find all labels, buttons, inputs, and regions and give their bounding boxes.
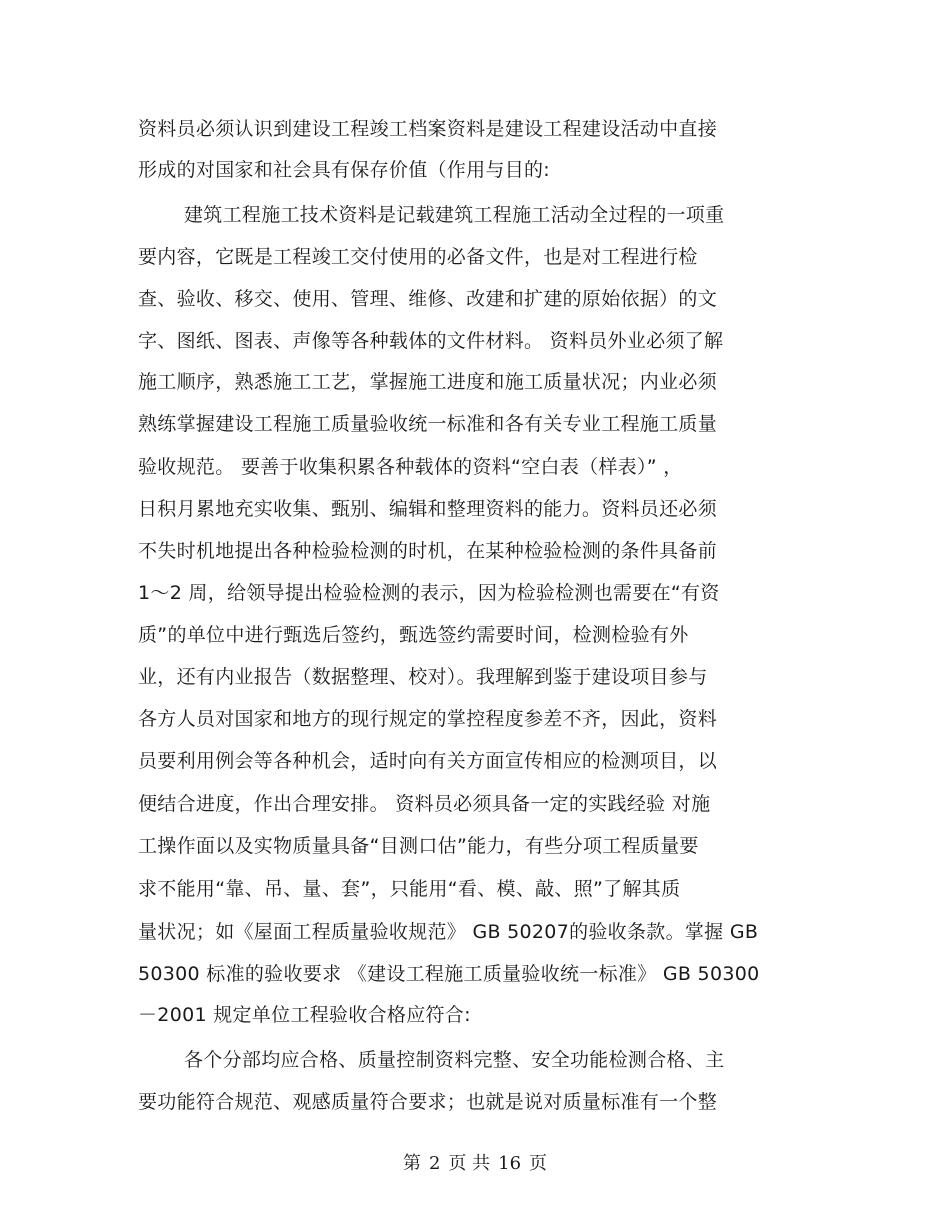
text-line: 验收规范。 要善于收集积累各种载体的资料“空白表（样表）” ， [138,456,683,478]
current-page-number: 2 [428,1153,441,1174]
text-line: 各个分部均应合格、质量控制资料完整、安全功能检测合格、主 [184,1049,725,1071]
text-line: 量状况；如《屋面工程质量验收规范》 GB 50207的验收条款。掌握 GB [138,921,759,943]
text-line: 日积月累地充实收集、甄别、编辑和整理资料的能力。资料员还必须 [138,498,718,520]
text-line: 业，还有内业报告（数据整理、校对）。我理解到鉴于建设项目参与 [138,666,708,688]
text-line: 1～2 周，给领导提出检验检测的表示，因为检验检测也需要在“有资 [138,582,720,604]
text-line: 50300 标准的验收要求 《建设工程施工质量验收统一标准》 GB 50300 [138,963,760,985]
footer-middle: 页 共 [448,1153,491,1174]
text-line: 字、图纸、图表、声像等各种载体的文件材料。 资料员外业必须了解 [138,330,724,352]
text-line: 查、验收、移交、使用、管理、维修、改建和扩建的原始依据）的文 [138,288,718,310]
text-line: 形成的对国家和社会具有保存价值（作用与目的: [138,159,551,181]
text-line: 要内容，它既是工程竣工交付使用的必备文件，也是对工程进行检 [138,246,698,268]
text-line: 资料员必须认识到建设工程竣工档案资料是建设工程建设活动中直接 [138,118,718,140]
total-pages-number: 16 [498,1153,522,1174]
text-line: 便结合进度，作出合理安排。 资料员必须具备一定的实践经验 对施 [138,793,711,815]
page-footer [0,1152,950,1176]
text-line: 施工顺序，熟悉施工工艺，掌握施工进度和施工质量状况；内业必须 [138,371,718,393]
text-line: 建筑工程施工技术资料是记载建筑工程施工活动全过程的一项重 [184,204,725,226]
text-line: 求不能用“靠、吊、量、套”，只能用“看、模、敲、照”了解其质 [138,878,681,900]
text-line: 各方人员对国家和地方的现行规定的掌控程度参差不齐，因此，资料 [138,708,718,730]
text-line: －2001 规定单位工程验收合格应符合: [138,1004,471,1026]
text-line: 要功能符合规范、观感质量符合要求；也就是说对质量标准有一个整 [138,1091,718,1113]
text-line: 员要利用例会等各种机会，适时向有关方面宣传相应的检测项目，以 [138,750,718,772]
text-line: 质”的单位中进行甄选后签约，甄选签约需要时间，检测检验有外 [138,624,689,646]
footer-suffix: 页 [529,1153,548,1174]
text-line: 熟练掌握建设工程施工质量验收统一标准和各有关专业工程施工质量 [138,413,718,435]
footer-prefix: 第 [402,1153,421,1174]
text-line: 工操作面以及实物质量具备“目测口估”能力，有些分项工程质量要 [138,835,699,857]
text-line: 不失时机地提出各种检验检测的时机，在某种检验检测的条件具备前 [138,540,718,562]
